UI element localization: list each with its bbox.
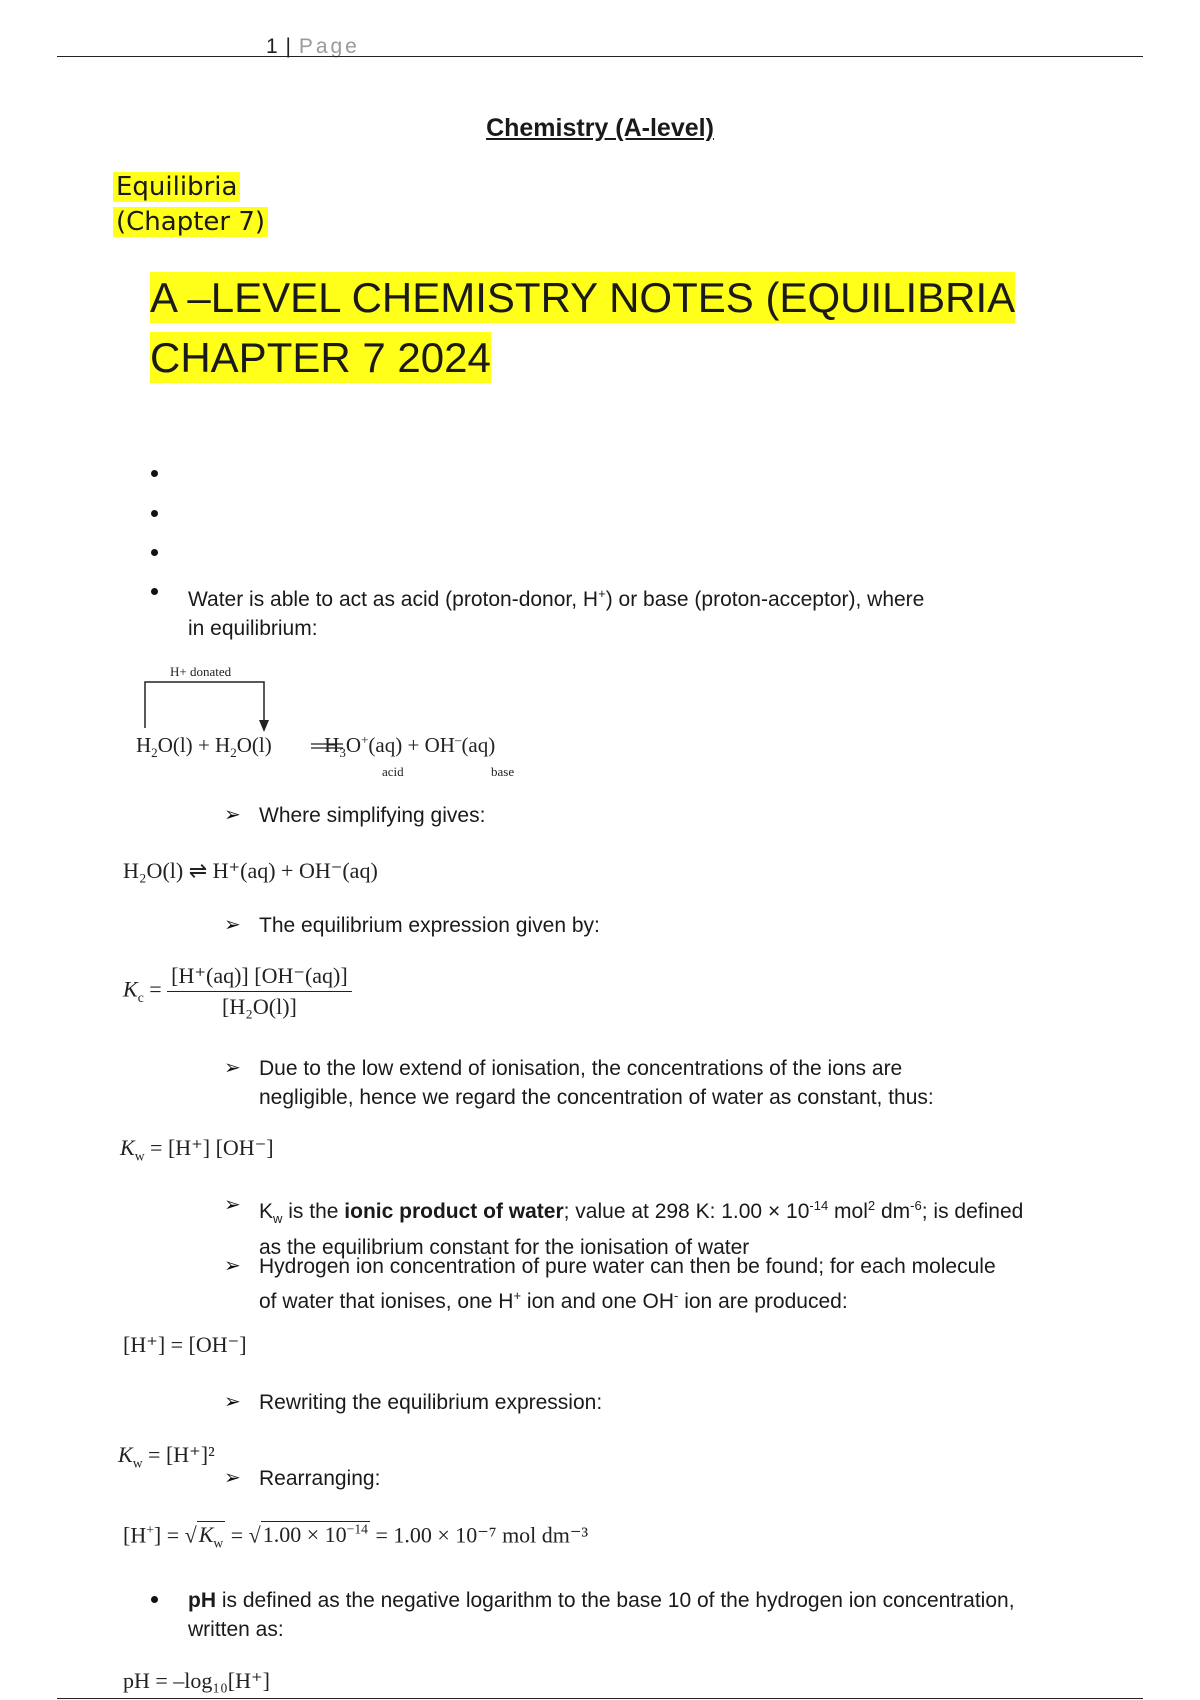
document-title: A –LEVEL CHEMISTRY NOTES (EQUILIBRIA CHAPTER 7 2024 [150, 274, 1016, 381]
ph-definition: pH is defined as the negative logarithm to the base 10 of the hydrogen ion concentration, written as: [188, 1589, 1015, 1641]
simplified-equation: H₂O(l) ⇌ H⁺(aq) + OH⁻(aq) [123, 858, 378, 883]
intro-text: Water is able to act as acid (proton-donor, H+) or base (proton-acceptor), where in equilibrium: [188, 586, 925, 640]
ph-formula: pH = –log₁₀[H⁺] [123, 1668, 270, 1693]
arrow-bullet: ➢ [224, 914, 241, 936]
equal-concentration: [H⁺] = [OH⁻] [123, 1332, 247, 1357]
acid-label: acid [382, 764, 404, 779]
expression-text: The equilibrium expression given by: [259, 914, 600, 937]
header-rule [57, 56, 1143, 57]
rearrange-text: Rearranging: [259, 1467, 381, 1490]
arrow-bullet: ➢ [224, 804, 241, 826]
bullet [151, 1596, 158, 1603]
reaction-equation: $H_2O(l) + H_2O(l) H_3O^+(aq) + OH^-(aq)$ [136, 732, 496, 761]
arrow-bullet: ➢ [224, 1057, 241, 1079]
empty-bullet [151, 549, 158, 556]
simplify-text: Where simplifying gives: [259, 804, 486, 827]
chapter-label: Equilibria (Chapter 7) [113, 170, 268, 240]
hplus-sqrt-equation: $[H^+] = √K_w = √1.00 \times 10^{-14} = 1.00 \times 10^{-7}$ mol dm⁻³ [123, 1522, 589, 1551]
pure-water-text: Hydrogen ion concentration of pure water can then be found; for each molecule of water that ionises, one H+ ion and one OH- ion are produced: [259, 1255, 996, 1313]
arrow-bullet: ➢ [224, 1194, 241, 1216]
page-label: Page [298, 35, 360, 58]
kc-expression: $K_c$ = $\frac{[H^+(aq)] [OH^-(aq)]}{\text{[H₂O(l)]}}$ [123, 963, 352, 1020]
rewrite-text: Rewriting the equilibrium expression: [259, 1391, 603, 1414]
kw-equation: $K_w = [H^+]$ [OH⁻] [120, 1135, 274, 1164]
h-donated-label: H+ donated [170, 664, 232, 679]
footer-rule [57, 1698, 1143, 1699]
empty-bullet [151, 470, 158, 477]
kw-square: $K_w = [H^+]^2$ [118, 1442, 215, 1471]
page-number: 1 | Page [266, 35, 360, 58]
reaction-diagram [130, 660, 570, 780]
base-label: base [491, 764, 515, 779]
bullet [151, 588, 158, 595]
arrow-bullet: ➢ [224, 1255, 241, 1277]
empty-bullet [151, 510, 158, 517]
subject-title: Chemistry (A-level) [486, 114, 714, 142]
kw-definition: $K_w$ is the ionic product of water; value at 298 K: $1.00 \times 10^{-14}$ mol$^2$ $dm^{-6}$; is defined as the equilibrium constant for the ionisation of water [259, 1198, 1024, 1260]
negligible-text: Due to the low extend of ionisation, the concentrations of the ions are negligible, hence we regard the concentration of water as constant, thus: [259, 1057, 934, 1109]
arrow-bullet: ➢ [224, 1391, 241, 1413]
arrow-bullet: ➢ [224, 1467, 241, 1489]
